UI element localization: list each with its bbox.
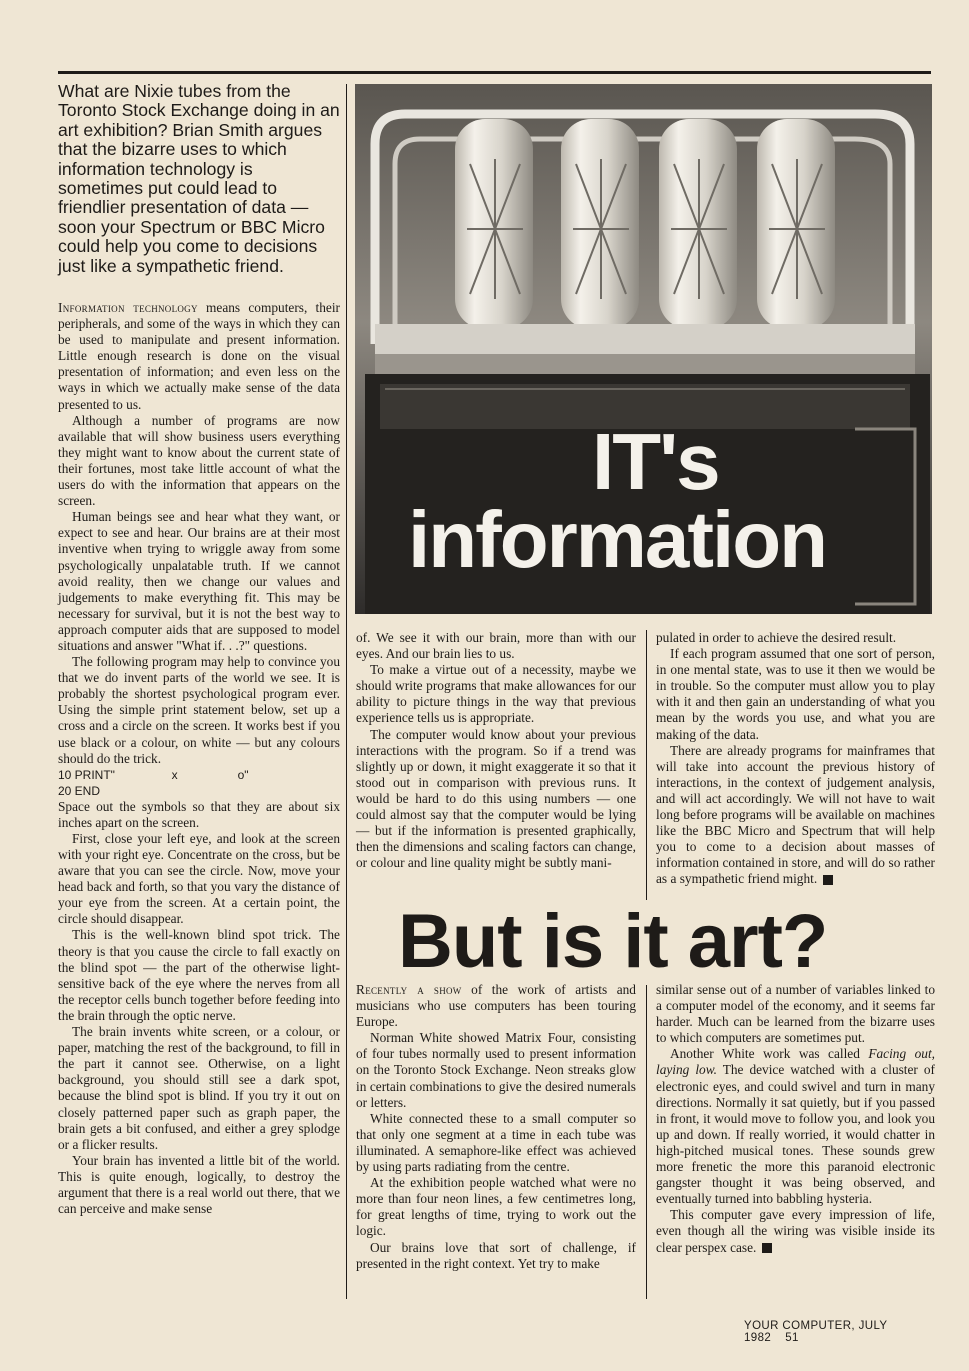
paragraph: At the exhibition people watched what were no more than four neon lines, a few centimetres long, for great lengths of time, trying to work out the logic. [356,1175,636,1239]
page-footer [744,1320,940,1344]
magazine-issue: YOUR COMPUTER, JULY 1982 [744,1320,888,1344]
paragraph: This computer gave every impression of life, even though all the wiring was visible inside its clear perspex case. [656,1207,935,1255]
end-mark-icon [762,1243,772,1253]
paragraph: Information technology means computers, their peripherals, and some of the ways in which they can be used to manipulate and present information. Little enough research is done on the visual presentation of information; and even less on the ways in which we actually make sense of the data presented to us. [58,300,340,412]
paragraph: Another White work was called Facing out, laying low. The device watched with a cluster of electronic eyes, and could swivel and turn in many directions. Normally it sat quietly, but if you passed in front, it would move to follow you, and look you up and down. If really worried, it would chatter in high-pitched musical tones. These sounds grew more frenetic the more this paranoid electronic gangster thought it was being observed, and eventually turned into babbling hysteria. [656,1046,935,1207]
code-line: 20 END [58,783,101,798]
article-standfirst: What are Nixie tubes from the Toronto Stock Exchange doing in an art exhibition? Brian Smith argues that the bizarre uses to which information technology is sometimes put could lead to friendlier presentation of data — soon your Spectrum or BBC Micro could help you come to decisions just like a sympathetic friend. [58,81,340,276]
article-column-2-bottom [356,982,636,1272]
paragraph: Your brain has invented a little bit of the world. This is quite enough, logically, to destroy the argument that there is a real world out there, that we can perceive and make sense [58,1152,340,1217]
paragraph: If each program assumed that one sort of person, in one mental state, was to use it then we would be in trouble. So the computer must allow you to play with it and then gain an understanding of what you mean by the words you use, and what you are making of the data. [656,646,935,742]
subheadline: But is it art? [398,899,828,984]
paragraph: There are already programs for mainframes that will take into account the previous history of interactions, in the context of judgement analysis, and will act accordingly. We will not have to wait long before programs will be available on machines like the BBC Micro and Spectrum that will help you to come to a decision about masses of information contained in store, and will do so rather as a sympathetic friend might. [656,742,935,887]
paragraph: The computer would know about your previous interactions with the program. So if a trend was slightly up or down, it might exaggerate it so that it stood out in comparison with previous runs. It would be hard to do this using numbers — one could almost say that the computer would be lying — but if the information is presented graphically, then the dimensions and scaling factors can change, or colour and line quality might be subtly mani- [356,726,636,871]
column-rule [646,630,647,900]
headline-line1: IT's [592,417,719,506]
column-rule [646,985,647,1299]
article-column-3-top [656,630,935,888]
drop-lead: Recently a show [356,982,462,997]
paragraph: Norman White showed Matrix Four, consisting of four tubes normally used to present information on the Toronto Stock Exchange. Neon streaks glow in certain combinations to give the desired numerals or letters. [356,1030,636,1110]
paragraph: White connected these to a small computer so that only one segment at a time in each tube was illuminated. A semaphore-like effect was achieved by using parts radiating from the centre. [356,1110,636,1175]
headline-line2: information [408,495,826,584]
article-column-2-top [356,630,636,871]
paragraph: Although a number of programs are now available that will show business users everything they might want to know about the current state of their fortunes, most take little account of what the users do with the information that appears on the screen. [58,412,340,509]
paragraph: Recently a show of the work of artists and musicians who use computers has been touring Europe. [356,982,636,1030]
code-line: 10 PRINT" x o" [58,767,249,782]
paragraph: similar sense out of a number of variables linked to a computer model of the economy, and it seems far harder. Much can be learned from the bizarre uses to which computers are sometimes put. [656,982,935,1046]
article-column-1 [58,300,340,1217]
paragraph: pulated in order to achieve the desired result. [656,630,897,645]
paragraph: The following program may help to convince you that we do invent parts of the world we see. It is probably the shortest psychological program ever. Using the simple print statement below, set up a cross and a circle on the screen. It works best if you use black or a colour, on white — but any colours should do the trick. [58,654,340,766]
paragraph: Human beings see and hear what they want, or expect to see and hear. Our brains are at their most inventive when trying to wriggle away from some psychologically unpalatable truth. If we cannot avoid reality, then we change our values and judgements to make everything fit. This may be necessary for survival, but it is not the best way to approach computer aids that are supposed to model situations and answer "What if. . .?" questions. [58,509,340,653]
paragraph: This is the well-known blind spot trick. The theory is that you cause the circle to fall exactly on the blind spot — the part of the otherwise light-sensitive back of the eye where the nerves from all the receptor cells bunch together before feeding into the brain through the optic nerve. [58,927,340,1023]
paragraph: The brain invents white screen, or a colour, or paper, matching the rest of the background, to fill in the part it cannot see. Otherwise, on a light background, you should still see a dark spot, because the blind spot is blind. If you try it out on closely patterned paper such as graph paper, the brain gets a bit confused, and either a grey splodge or a flicker results. [58,1024,340,1152]
artwork-title: Facing out, laying low. [656,1046,935,1078]
drop-lead: Information technology [58,300,198,315]
article-column-3-bottom [656,982,935,1256]
paragraph: To make a virtue out of a necessity, maybe we should write programs that make allowances for our ability to picture things in the way that previous experience tells us is appropriate. [356,662,636,726]
top-rule [58,71,931,74]
paragraph: Our brains love that sort of challenge, if presented in the right context. Yet try to make [356,1239,636,1271]
column-rule [346,84,347,1299]
page-number: 51 [785,1332,799,1344]
paragraph: First, close your left eye, and look at the screen with your right eye. Concentrate on the cross, but be aware that you can see the circle. Now, move your head back and forth, so that you vary the distance of your eye from the screen. At a certain point, the circle should disappear. [58,830,340,927]
end-mark-icon [823,875,833,885]
paragraph: of. We see it with our brain, more than with our eyes. And our brain lies to us. [356,630,636,662]
paragraph: Space out the symbols so that they are about six inches apart on the screen. [58,798,340,830]
